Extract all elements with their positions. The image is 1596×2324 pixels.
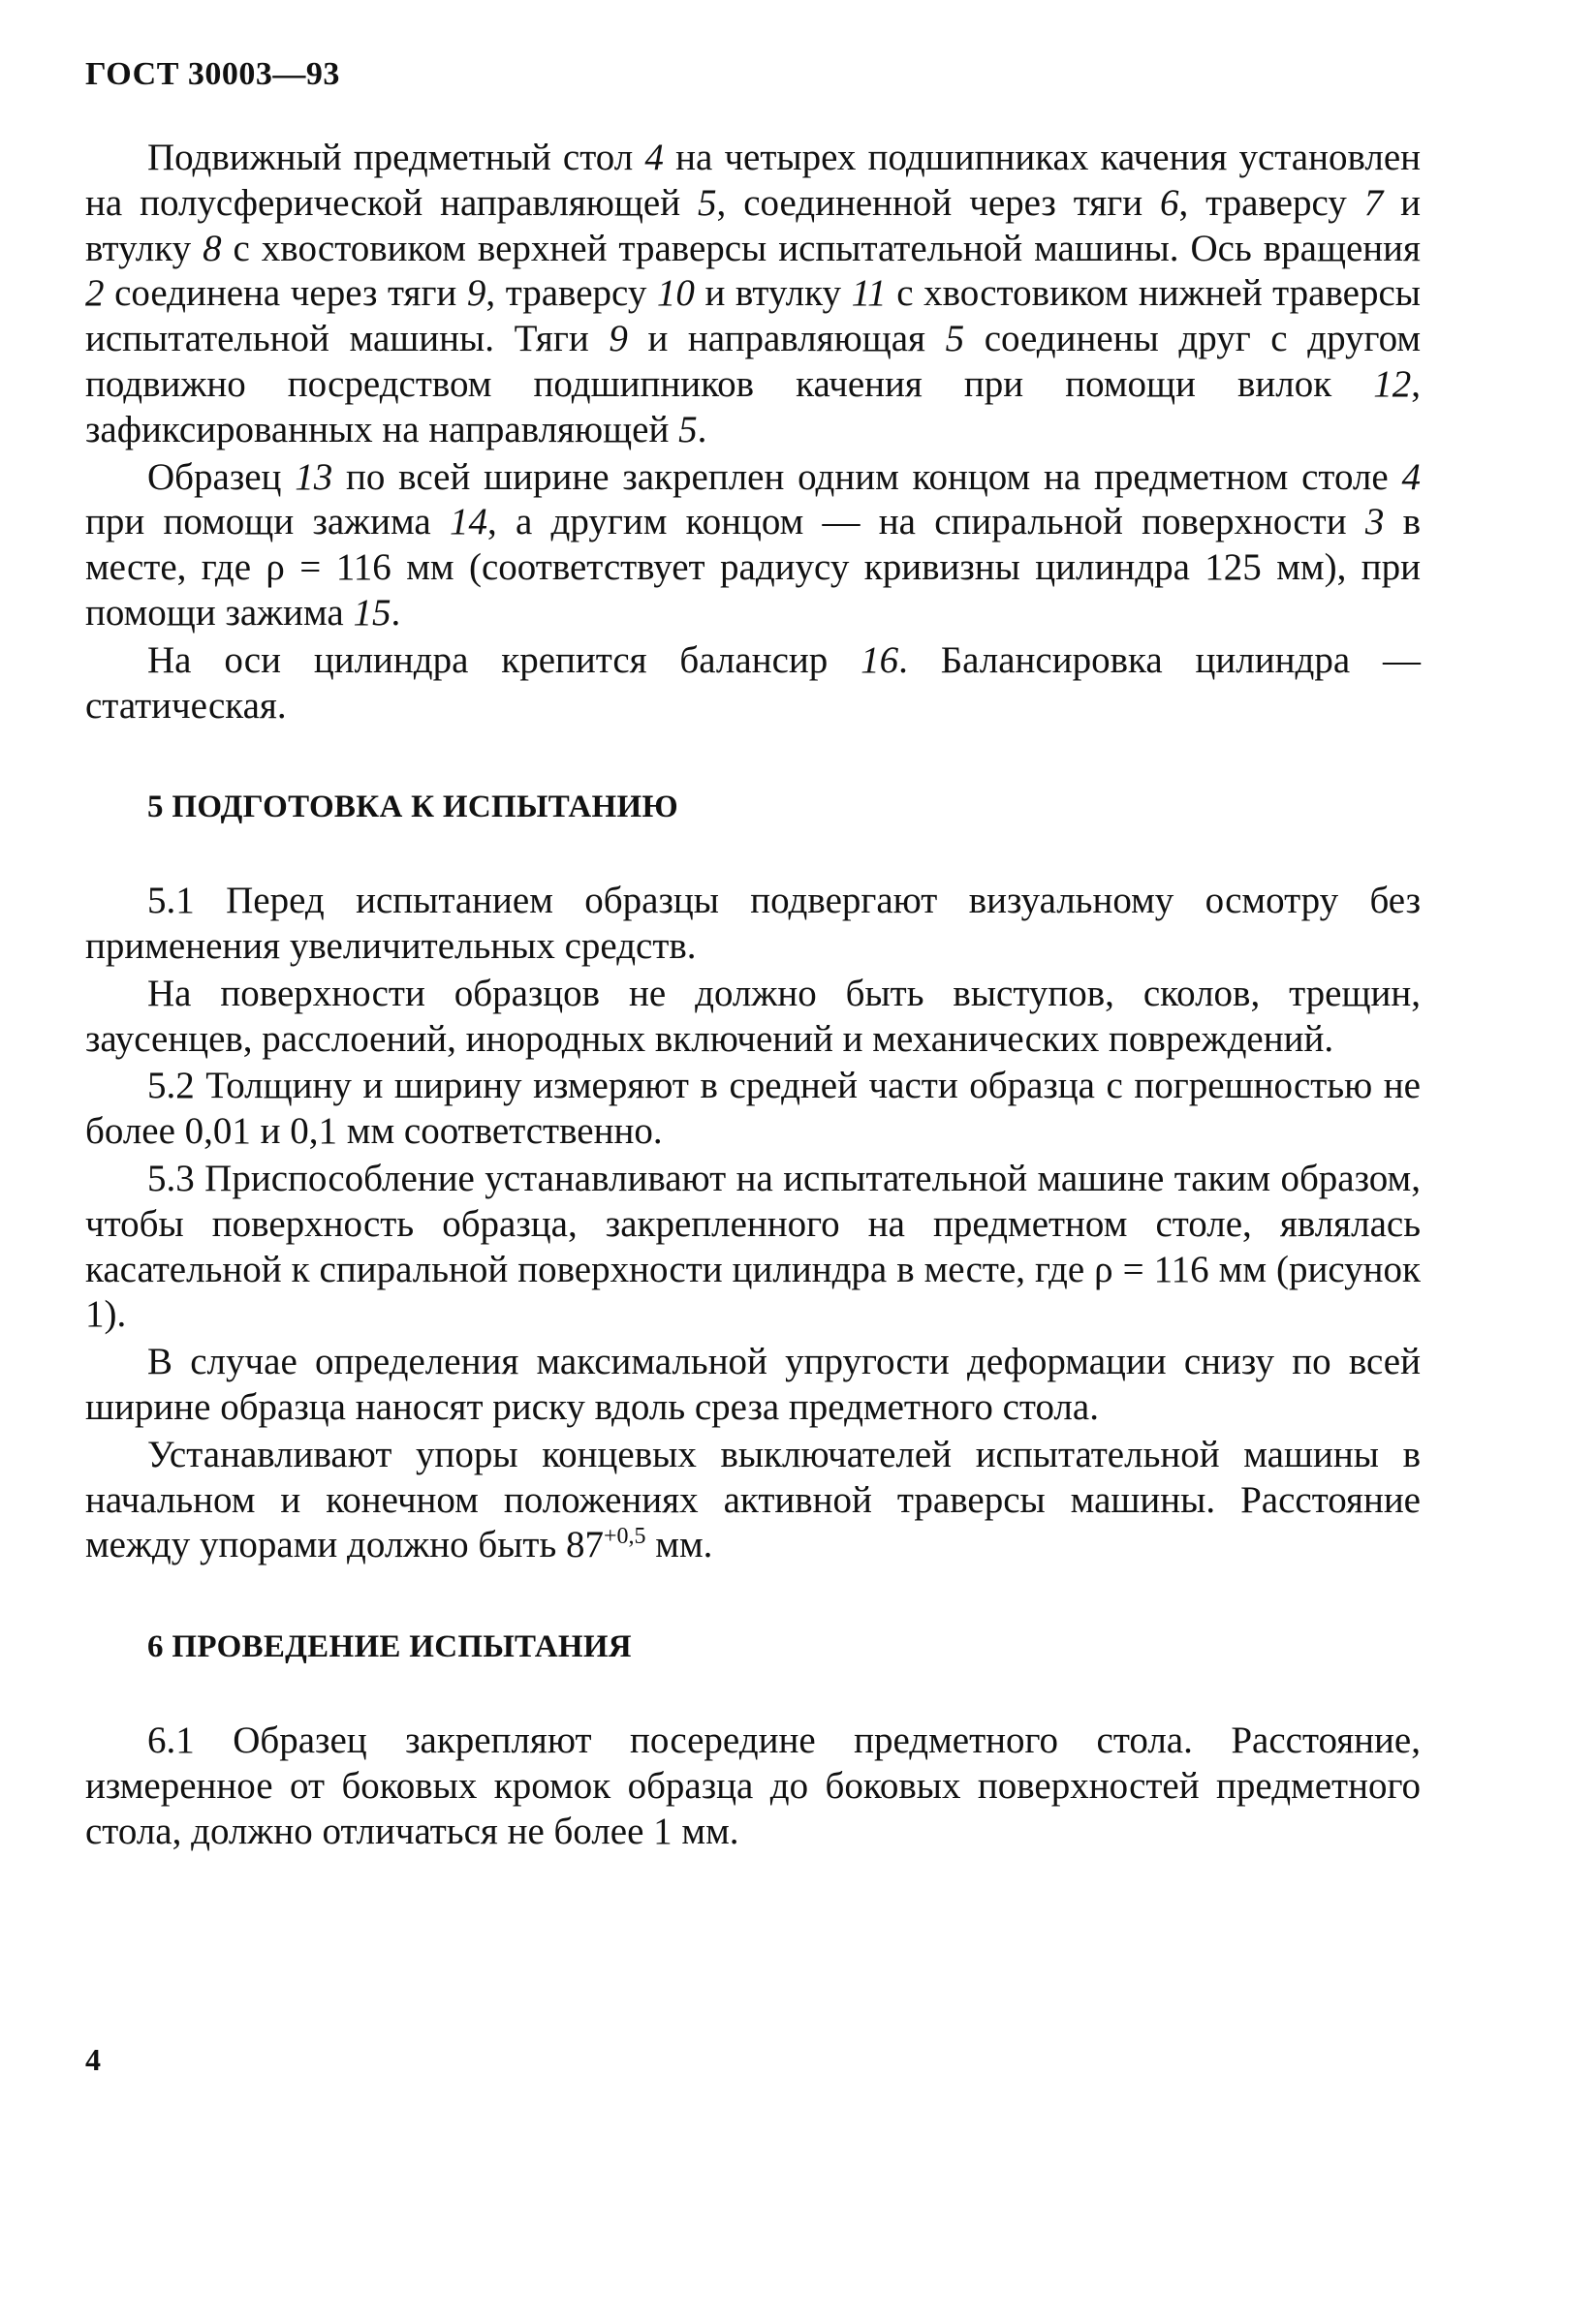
reference-number: 11 xyxy=(851,272,887,315)
text-span: , а другим концом — на спиральной поверхности xyxy=(486,501,1365,543)
clause-5-3: 5.3 Приспособление устанавливают на испытательной машине таким образом, чтобы поверхность образца, закрепленного на предметном столе, являлась касательной к спиральной поверхности цилиндра в месте, где ρ = 116 мм (рисунок 1). xyxy=(85,1157,1421,1336)
text-span: , траверсу xyxy=(1178,181,1364,224)
text-span: , траверсу xyxy=(485,272,657,315)
document-body xyxy=(85,136,1421,1854)
text-span: . xyxy=(391,591,401,634)
reference-number: 4 xyxy=(1401,455,1421,498)
text-span: На оси цилиндра крепится балансир xyxy=(147,638,861,681)
text-span: мм. xyxy=(645,1524,713,1566)
text-span: . xyxy=(697,408,707,450)
text-span: Образец xyxy=(147,455,296,498)
reference-number: 7 xyxy=(1363,181,1384,224)
reference-number: 15 xyxy=(353,591,391,634)
text-span: Устанавливают упоры концевых выключателей испытательной машины в начальном и конечном положениях активной траверсы машины. Расстояние между упорами должно быть 87 xyxy=(85,1433,1421,1566)
reference-number: 5 xyxy=(678,408,698,450)
reference-number: 13 xyxy=(295,455,333,498)
text-span: соединена через тяги xyxy=(104,272,467,315)
page-number: 4 xyxy=(85,2042,101,2077)
section-heading-5: 5 ПОДГОТОВКА К ИСПЫТАНИЮ xyxy=(147,790,678,825)
clause-5-1: 5.1 Перед испытанием образцы подвергают визуальному осмотру без применения увеличительных средств. xyxy=(85,880,1421,967)
reference-number: 5 xyxy=(698,181,717,224)
reference-number: 8 xyxy=(203,227,222,269)
reference-number: 2 xyxy=(85,272,105,315)
reference-number: 3 xyxy=(1364,501,1385,543)
clause-5-3-stops xyxy=(85,1433,1421,1568)
clause-5-3-marking: В случае определения максимальной упругости деформации снизу по всей ширине образца наносят риску вдоль среза предметного стола. xyxy=(85,1341,1421,1428)
clause-5-1-continued: На поверхности образцов не должно быть выступов, сколов, трещин, заусенцев, расслоений, инородных включений и механических повреждений. xyxy=(85,972,1421,1060)
text-span: и втулку xyxy=(85,181,1422,269)
text-span: на четырех подшипниках качения установлен на полусферической направляющей xyxy=(85,137,1421,224)
text-span: соединены друг с другом подвижно посредством подшипников качения при помощи вилок xyxy=(85,318,1422,405)
text-span: и направляющая xyxy=(627,318,946,360)
text-span: с хвостовиком нижней траверсы испытательной машины. Тяги xyxy=(85,272,1421,360)
text-span: . Балансировка цилиндра — статическая. xyxy=(85,638,1421,727)
reference-number: 4 xyxy=(644,137,664,178)
paragraph-specimen-mounting xyxy=(85,455,1421,636)
reference-number: 5 xyxy=(945,318,965,360)
text-span: при помощи зажима xyxy=(85,501,450,543)
document-code-header: ГОСТ 30003—93 xyxy=(85,56,340,92)
reference-number: 6 xyxy=(1160,181,1179,224)
text-span: , соединенной через тяги xyxy=(716,181,1160,224)
paragraph-balancer xyxy=(85,638,1421,729)
section-heading-6: 6 ПРОВЕДЕНИЕ ИСПЫТАНИЯ xyxy=(147,1629,632,1665)
reference-number: 14 xyxy=(449,501,487,543)
text-span: в месте, где ρ = 116 мм (соответствует радиусу кривизны цилиндра 125 мм), при помощи зажима xyxy=(85,501,1421,634)
clause-6-1: 6.1 Образец закрепляют посередине предметного стола. Расстояние, измеренное от боковых кромок образца до боковых поверхностей предметного стола, должно отличаться не более 1 мм. xyxy=(85,1719,1421,1852)
text-span: с хвостовиком верхней траверсы испытательной машины. Ось вращения xyxy=(221,227,1421,269)
reference-number: 9 xyxy=(609,318,628,360)
paragraph-table-description xyxy=(85,136,1421,453)
text-span: , зафиксированных на направляющей xyxy=(85,362,1421,450)
text-span: и втулку xyxy=(694,272,852,315)
text-span: Подвижный предметный стол xyxy=(147,137,645,178)
reference-number: 12 xyxy=(1373,362,1412,405)
reference-number: 10 xyxy=(656,272,695,315)
reference-number: 16 xyxy=(861,638,899,681)
tolerance-superscript: +0,5 xyxy=(604,1524,646,1550)
text-span: по всей ширине закреплен одним концом на предметном столе xyxy=(332,455,1402,498)
clause-5-2: 5.2 Толщину и ширину измеряют в средней части образца с погрешностью не более 0,01 и 0,1 мм соответственно. xyxy=(85,1065,1421,1153)
reference-number: 9 xyxy=(466,272,486,315)
